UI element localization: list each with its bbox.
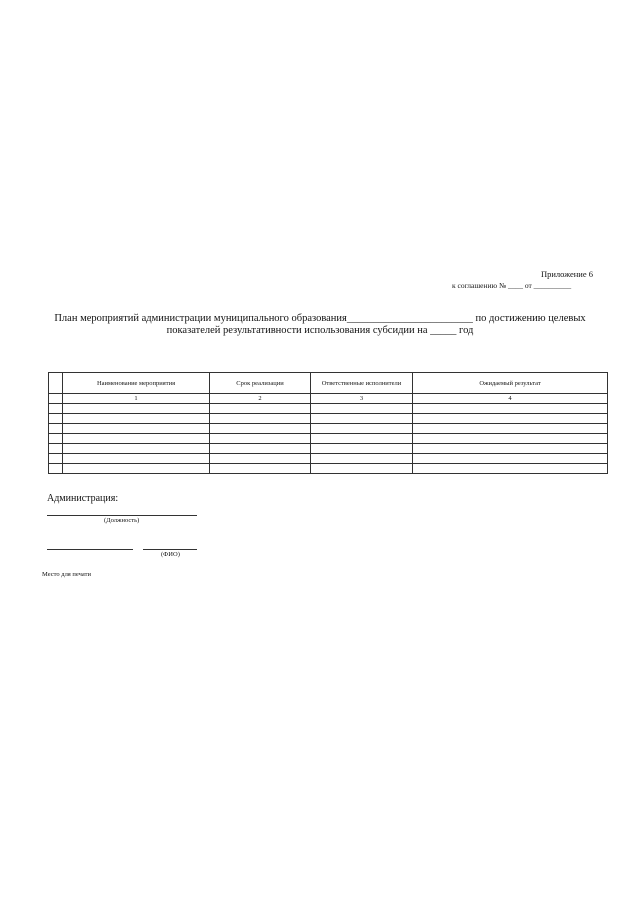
table-cell (63, 434, 210, 444)
table-cell (63, 444, 210, 454)
table-cell (210, 414, 311, 424)
table-cell (49, 444, 63, 454)
table-cell (210, 444, 311, 454)
plan-title-line-1: План мероприятий администрации муниципального образования________________________ по достижению целевых (54, 313, 586, 324)
position-caption: (Должность) (104, 517, 140, 524)
table-cell (413, 444, 608, 454)
table-cell (311, 454, 413, 464)
table-cell (49, 434, 63, 444)
table-cell (63, 454, 210, 464)
position-signature-line (47, 515, 197, 516)
table-cell (311, 434, 413, 444)
table-cell (210, 424, 311, 434)
table-row (49, 424, 608, 434)
table-header-row (49, 373, 608, 394)
column-header-deadline: Срок реализации (210, 373, 311, 394)
name-caption: (ФИО) (161, 551, 180, 558)
column-header-activity: Наименование мероприятия (63, 373, 210, 394)
table-cell (210, 454, 311, 464)
table-cell (210, 434, 311, 444)
column-number: 3 (311, 394, 413, 404)
column-number: 4 (413, 394, 608, 404)
table-row (49, 454, 608, 464)
table-cell (49, 414, 63, 424)
table-cell (63, 424, 210, 434)
table-cell (311, 444, 413, 454)
table-cell (413, 424, 608, 434)
signature-line (47, 549, 133, 550)
table-cell (49, 464, 63, 474)
table-cell (413, 434, 608, 444)
table-cell (311, 414, 413, 424)
column-header-index (49, 373, 63, 394)
table-row (49, 464, 608, 474)
plan-title-line-2: показателей результативности использования субсидии на _____ год (166, 325, 474, 336)
column-number-index (49, 394, 63, 404)
name-signature-line (143, 549, 197, 550)
administration-label: Администрация: (47, 493, 119, 504)
stamp-place-label: Место для печати (42, 571, 91, 578)
table-cell (413, 414, 608, 424)
column-header-result: Ожидаемый результат (413, 373, 608, 394)
appendix-title: Приложение 6 (541, 269, 593, 279)
table-cell (210, 404, 311, 414)
table-cell (63, 404, 210, 414)
column-header-executors: Ответственные исполнители (311, 373, 413, 394)
table-cell (311, 424, 413, 434)
plan-table (48, 372, 608, 474)
table-row (49, 444, 608, 454)
column-number: 1 (63, 394, 210, 404)
table-cell (63, 464, 210, 474)
table-cell (311, 464, 413, 474)
table-cell (49, 454, 63, 464)
table-cell (413, 454, 608, 464)
plan-title (30, 313, 610, 337)
table-cell (311, 404, 413, 414)
table-cell (63, 414, 210, 424)
table-cell (413, 464, 608, 474)
table-row (49, 404, 608, 414)
table-row (49, 414, 608, 424)
column-number-row (49, 394, 608, 404)
table-cell (49, 424, 63, 434)
column-number: 2 (210, 394, 311, 404)
table-row (49, 434, 608, 444)
table-cell (49, 404, 63, 414)
table-cell (210, 464, 311, 474)
table-cell (413, 404, 608, 414)
agreement-reference: к соглашению № ____ от __________ (452, 281, 572, 290)
